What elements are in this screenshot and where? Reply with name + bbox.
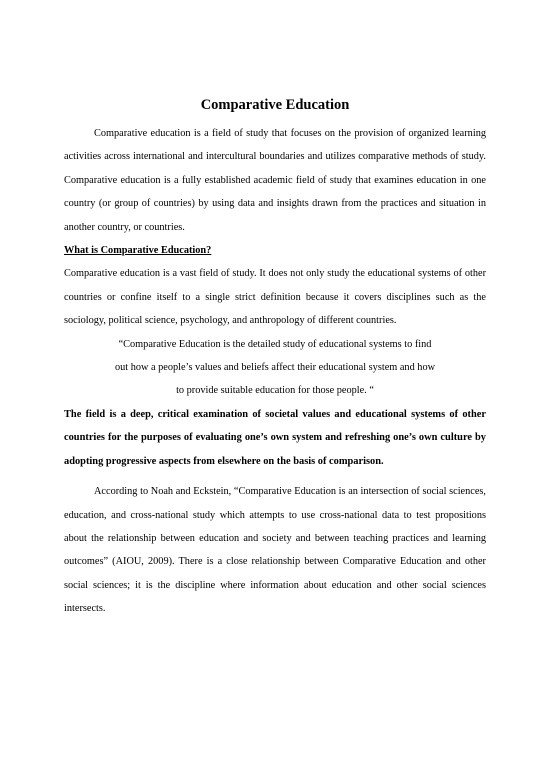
noah-eckstein-paragraph: According to Noah and Eckstein, “Comparative Education is an intersection of social sciences, education, and cross-national study which attempts to use cross-national data to test propositions about the relationship between education and society and between teaching practices and learning outcomes” (AIOU, 2009). There is a close relationship between Comparative Education and other social sciences; it is the discipline where information about education and other social sciences intersects. (64, 486, 486, 615)
quote-line: out how a people’s values and beliefs affect their educational system and how (114, 362, 436, 374)
intro-paragraph: Comparative education is a field of study that focuses on the provision of organized learning activities across international and intercultural boundaries and utilizes comparative methods of study. Comparative education is a fully established academic field of study that examines education in one country (or group of countries) by using data and insights drawn from the practices and situation in another country, or countries. (64, 128, 486, 233)
document-body (64, 96, 486, 621)
bold-paragraph: The field is a deep, critical examination of societal values and educational systems of other countries for the purposes of evaluating one’s own system and refreshing one’s own culture by adopting progressive aspects from elsewhere on the basis of comparison. (64, 408, 486, 467)
quote-line: to provide suitable education for those people. “ (176, 385, 374, 397)
document-title: Comparative Education (200, 97, 350, 113)
definition-paragraph: Comparative education is a vast field of study. It does not only study the educational systems of other countries or confine itself to a single strict definition because it covers disciplines such as the sociology, political science, psychology, and anthropology of different countries. (64, 268, 486, 327)
block-quote (64, 333, 486, 403)
quote-line: “Comparative Education is the detailed study of educational systems to find (118, 338, 432, 350)
section-heading: What is Comparative Education? (64, 245, 212, 257)
